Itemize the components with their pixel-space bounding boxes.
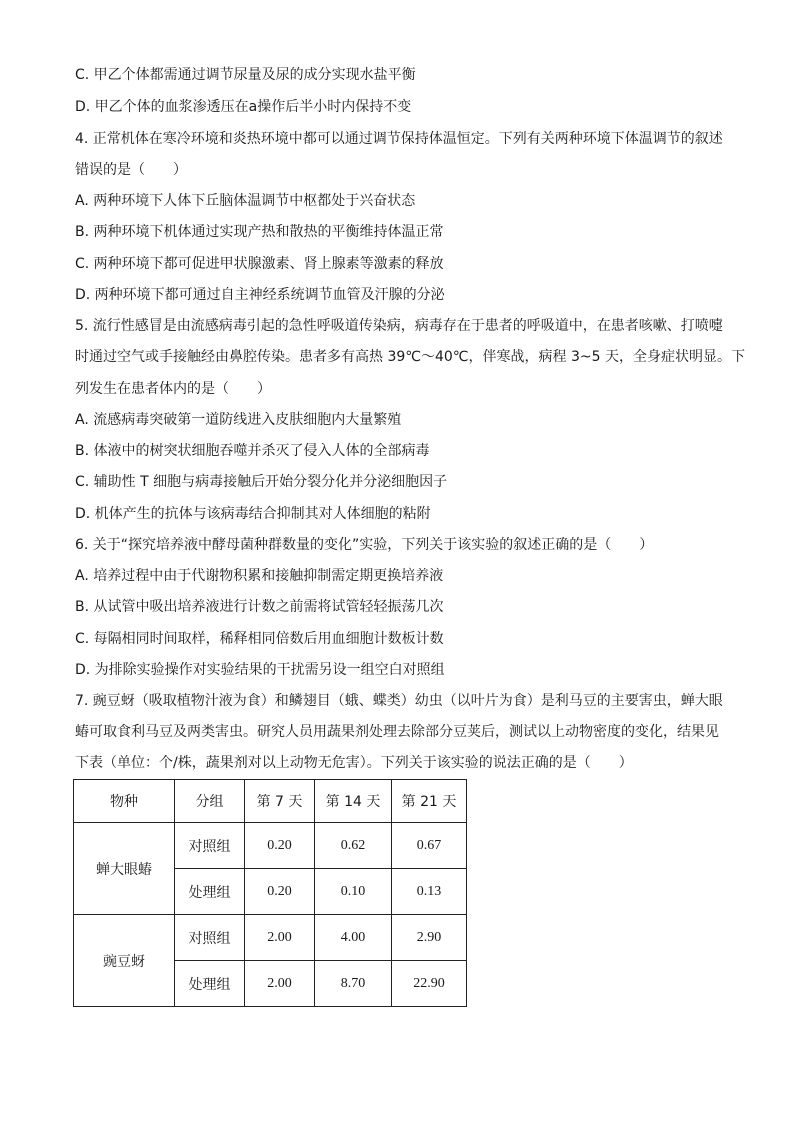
header-day-14: 第 14 天 (315, 780, 392, 823)
group-cell: 对照组 (175, 915, 245, 961)
question-7-line-1: 7. 豌豆蚜（吸取植物汁液为食）和鳞翅目（蛾、蝶类）幼虫（以叶片为食）是利马豆的主要害虫，蝉大眼 (75, 693, 723, 709)
value-cell: 0.20 (245, 823, 315, 869)
question-7-line-3: 下表（单位：个/株，蔬果剂对以上动物无危害）。下列关于该实验的说法正确的是（ ） (75, 755, 633, 771)
option-5a: A. 流感病毒突破第一道防线进入皮肤细胞内大量繁殖 (75, 412, 402, 428)
species-cell: 豌豆蚜 (74, 915, 175, 1007)
value-cell: 0.13 (392, 869, 467, 915)
option-4b: B. 两种环境下机体通过实现产热和散热的平衡维持体温正常 (75, 224, 444, 240)
group-cell: 处理组 (175, 961, 245, 1007)
header-day-21: 第 21 天 (392, 780, 467, 823)
animal-density-table (73, 779, 467, 1007)
value-cell: 0.20 (245, 869, 315, 915)
question-5-line-1: 5. 流行性感冒是由流感病毒引起的急性呼吸道传染病，病毒存在于患者的呼吸道中，在患者咳嗽、打喷嚏 (75, 318, 723, 334)
question-4-line-2: 错误的是（ ） (75, 162, 187, 178)
option-4a: A. 两种环境下人体下丘脑体温调节中枢都处于兴奋状态 (75, 193, 416, 209)
header-species: 物种 (74, 780, 175, 823)
option-5b: B. 体液中的树突状细胞吞噬并杀灭了侵入人体的全部病毒 (75, 443, 430, 459)
header-day-7: 第 7 天 (245, 780, 315, 823)
group-cell: 对照组 (175, 823, 245, 869)
table-header-row (74, 780, 467, 823)
species-cell: 蝉大眼蝽 (74, 823, 175, 915)
value-cell: 4.00 (315, 915, 392, 961)
option-5c: C. 辅助性 T 细胞与病毒接触后开始分裂分化并分泌细胞因子 (75, 474, 448, 490)
question-5-line-2: 时通过空气或手接触经由鼻腔传染。患者多有高热 39℃～40℃，伴寒战，病程 3~5 天，全身症状明显。下 (75, 349, 745, 365)
option-6b: B. 从试管中吸出培养液进行计数之前需将试管轻轻振荡几次 (75, 599, 444, 615)
option-3d: D. 甲乙个体的血浆渗透压在a操作后半小时内保持不变 (75, 99, 412, 115)
value-cell: 8.70 (315, 961, 392, 1007)
question-5-line-3: 列发生在患者体内的是（ ） (75, 381, 271, 397)
option-6c: C. 每隔相同时间取样，稀释相同倍数后用血细胞计数板计数 (75, 631, 444, 647)
value-cell: 22.90 (392, 961, 467, 1007)
table-row (74, 915, 467, 961)
value-cell: 0.62 (315, 823, 392, 869)
value-cell: 0.67 (392, 823, 467, 869)
value-cell: 2.00 (245, 961, 315, 1007)
value-cell: 0.10 (315, 869, 392, 915)
question-7-line-2: 蝽可取食利马豆及两类害虫。研究人员用蔬果剂处理去除部分豆荚后，测试以上动物密度的变化，结果见 (75, 724, 719, 740)
option-6a: A. 培养过程中由于代谢物积累和接触抑制需定期更换培养液 (75, 568, 444, 584)
question-6: 6. 关于“探究培养液中酵母菌种群数量的变化”实验，下列关于该实验的叙述正确的是（ ） (75, 537, 654, 553)
option-4c: C. 两种环境下都可促进甲状腺激素、肾上腺素等激素的释放 (75, 256, 444, 272)
question-4-line-1: 4. 正常机体在寒冷环境和炎热环境中都可以通过调节保持体温恒定。下列有关两种环境下体温调节的叙述 (75, 131, 723, 147)
option-6d: D. 为排除实验操作对实验结果的干扰需另设一组空白对照组 (75, 662, 445, 678)
option-4d: D. 两种环境下都可通过自主神经系统调节血管及汗腺的分泌 (75, 287, 445, 303)
group-cell: 处理组 (175, 869, 245, 915)
value-cell: 2.90 (392, 915, 467, 961)
option-5d: D. 机体产生的抗体与该病毒结合抑制其对人体细胞的粘附 (75, 506, 431, 522)
option-3c: C. 甲乙个体都需通过调节尿量及尿的成分实现水盐平衡 (75, 67, 416, 83)
table-row (74, 823, 467, 869)
header-group: 分组 (175, 780, 245, 823)
value-cell: 2.00 (245, 915, 315, 961)
